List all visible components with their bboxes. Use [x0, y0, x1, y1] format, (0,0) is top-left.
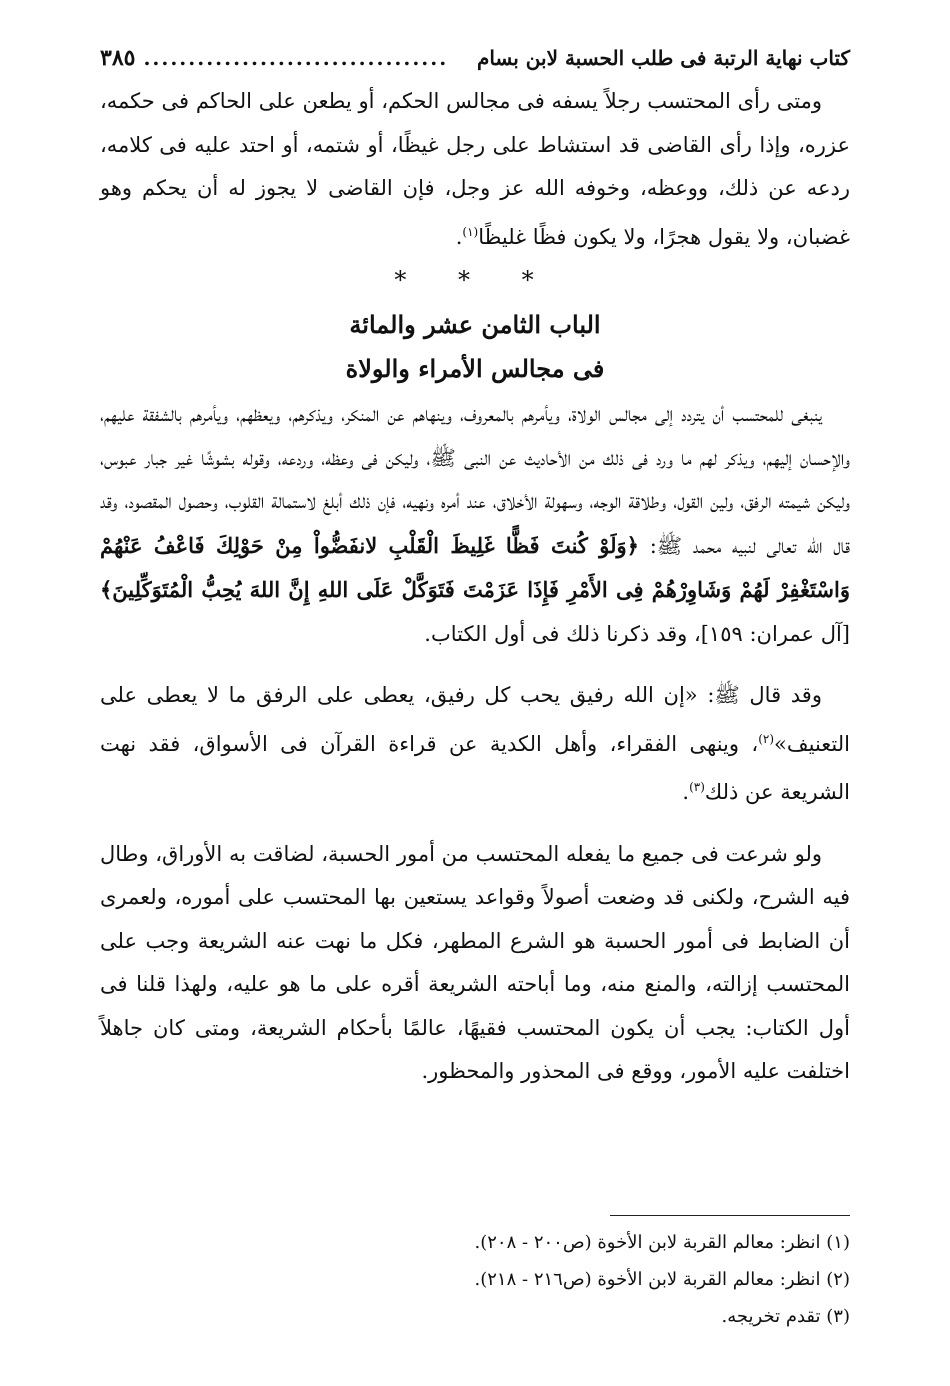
spacer: [100, 656, 850, 674]
paragraph-3: [100, 674, 850, 815]
footnote-1: (١) انظر: معالم القربة لابن الأخوة (ص٢٠٠ - ٢٠٨).: [474, 1232, 850, 1253]
footnote-separator: [610, 1215, 850, 1216]
paragraph-2-citation: [آل عمران: ١٥٩]، وقد ذكرنا ذلك فى أول الكتاب.: [424, 621, 850, 646]
footnote-3: (٣) تقدم تخريجه.: [721, 1306, 850, 1327]
spacer: [100, 815, 850, 833]
page-number: ٣٨٥: [100, 45, 136, 71]
footnote-2: (٢) انظر: معالم القربة لابن الأخوة (ص٢١٦ - ٢١٨).: [474, 1269, 850, 1290]
paragraph-3-text-a: وقد قال ﷺ: «إن الله رفيق يحب كل رفيق، يعطى على الرفق ما لا يعطى على التعنيف»: [100, 683, 850, 756]
running-header: [100, 40, 850, 80]
quran-verse: ﴿وَلَوْ كُنتَ فَظًّا غَلِيظَ الْقَلْبِ لانفَضُّواْ مِنْ حَوْلِكَ فَاعْفُ عَنْهُمْ وَاسْتَغْفِرْ لَهُمْ وَشَاوِرْهُمْ فِى الأَمْرِ فَإِذَا عَزَمْتَ فَتَوَكَّلْ عَلَى اللهِ إِنَّ اللهَ يُحِبُّ الْمُتَوَكِّلِينَ﴾: [100, 532, 850, 602]
paragraph-2: [100, 393, 850, 656]
footnotes: [100, 1224, 850, 1335]
paragraph-1-end: .: [455, 224, 463, 249]
page-body: [100, 40, 850, 1094]
paragraph-3-end: .: [682, 780, 690, 804]
chapter-subtitle: فى مجالس الأمراء والولاة: [345, 354, 605, 383]
footnote-ref-1: (١): [462, 224, 479, 239]
header-leader-dots: ..................................: [143, 46, 449, 70]
chapter-title: الباب الثامن عشر والمائة: [349, 310, 601, 339]
footnote-ref-3: (٣): [689, 780, 705, 794]
footnote-ref-2: (٢): [758, 731, 775, 746]
paragraph-2-text: ينبغى للمحتسب أن يتردد إلى مجالس الولاة، ويأمرهم بالمعروف، وينهاهم عن المنكر، ويذكرهم، ويعظهم، ويأمرهم بالشفقة عليهم، والإحسان إليهم، ويذكر لهم ما ورد فى ذلك من الأحاديث عن النبى ﷺ، وليكن فى وعظه، وردعه، وقوله بشوشًا غير جبار عبوس، وليكن شيمته الرفق، ولين القول، وطلاقة الوجه، وسهولة الأخلاق، عند أمره ونهيه، فإن ذلك أبلغ لاستمالة القلوب، وحصول المقصود، وقد قال الله تعالى لنبيه محمد ﷺ:: [100, 402, 850, 558]
paragraph-1: [100, 80, 850, 259]
section-separator-stars: * * *: [394, 266, 556, 294]
header-title: كتاب نهاية الرتبة فى طلب الحسبة لابن بسام: [476, 46, 850, 70]
paragraph-1-text: ومتى رأى المحتسب رجلاً يسفه فى مجالس الحكم، أو يطعن على الحاكم فى حكمه، عزره، وإذا رأى القاضى قد استشاط على رجل غيظًا، أو شتمه، أو احتد عليه فى كلامه، ردعه عن ذلك، ووعظه، وخوفه الله عز وجل، فإن القاضى لا يجوز له أن يحكم وهو غضبان، ولا يقول هجرًا، ولا يكون فظًا غليظًا: [100, 89, 850, 249]
paragraph-4: ولو شرعت فى جميع ما يفعله المحتسب من أمور الحسبة، لضاقت به الأوراق، وطال فيه الشرح، ولكنى قد وضعت أصولاً وقواعد يستعين بها المحتسب على أموره، ولعمرى أن الضابط فى أمور الحسبة هو الشرع المطهر، فكل ما نهت عنه الشريعة وجب على المحتسب إزالته، والمنع منه، وما أباحته الشريعة أقره على ما هو عليه، ولهذا قلنا فى أول الكتاب: يجب أن يكون المحتسب فقيهًا، عالمًا بأحكام الشريعة، ومتى كان جاهلاً اختلفت عليه الأمور، ووقع فى المحذور والمحظور.: [100, 841, 850, 1083]
paragraph-3-text-b: ، وينهى الفقراء، وأهل الكدية عن قراءة القرآن فى الأسواق، فقد نهت الشريعة عن ذلك: [100, 731, 850, 804]
